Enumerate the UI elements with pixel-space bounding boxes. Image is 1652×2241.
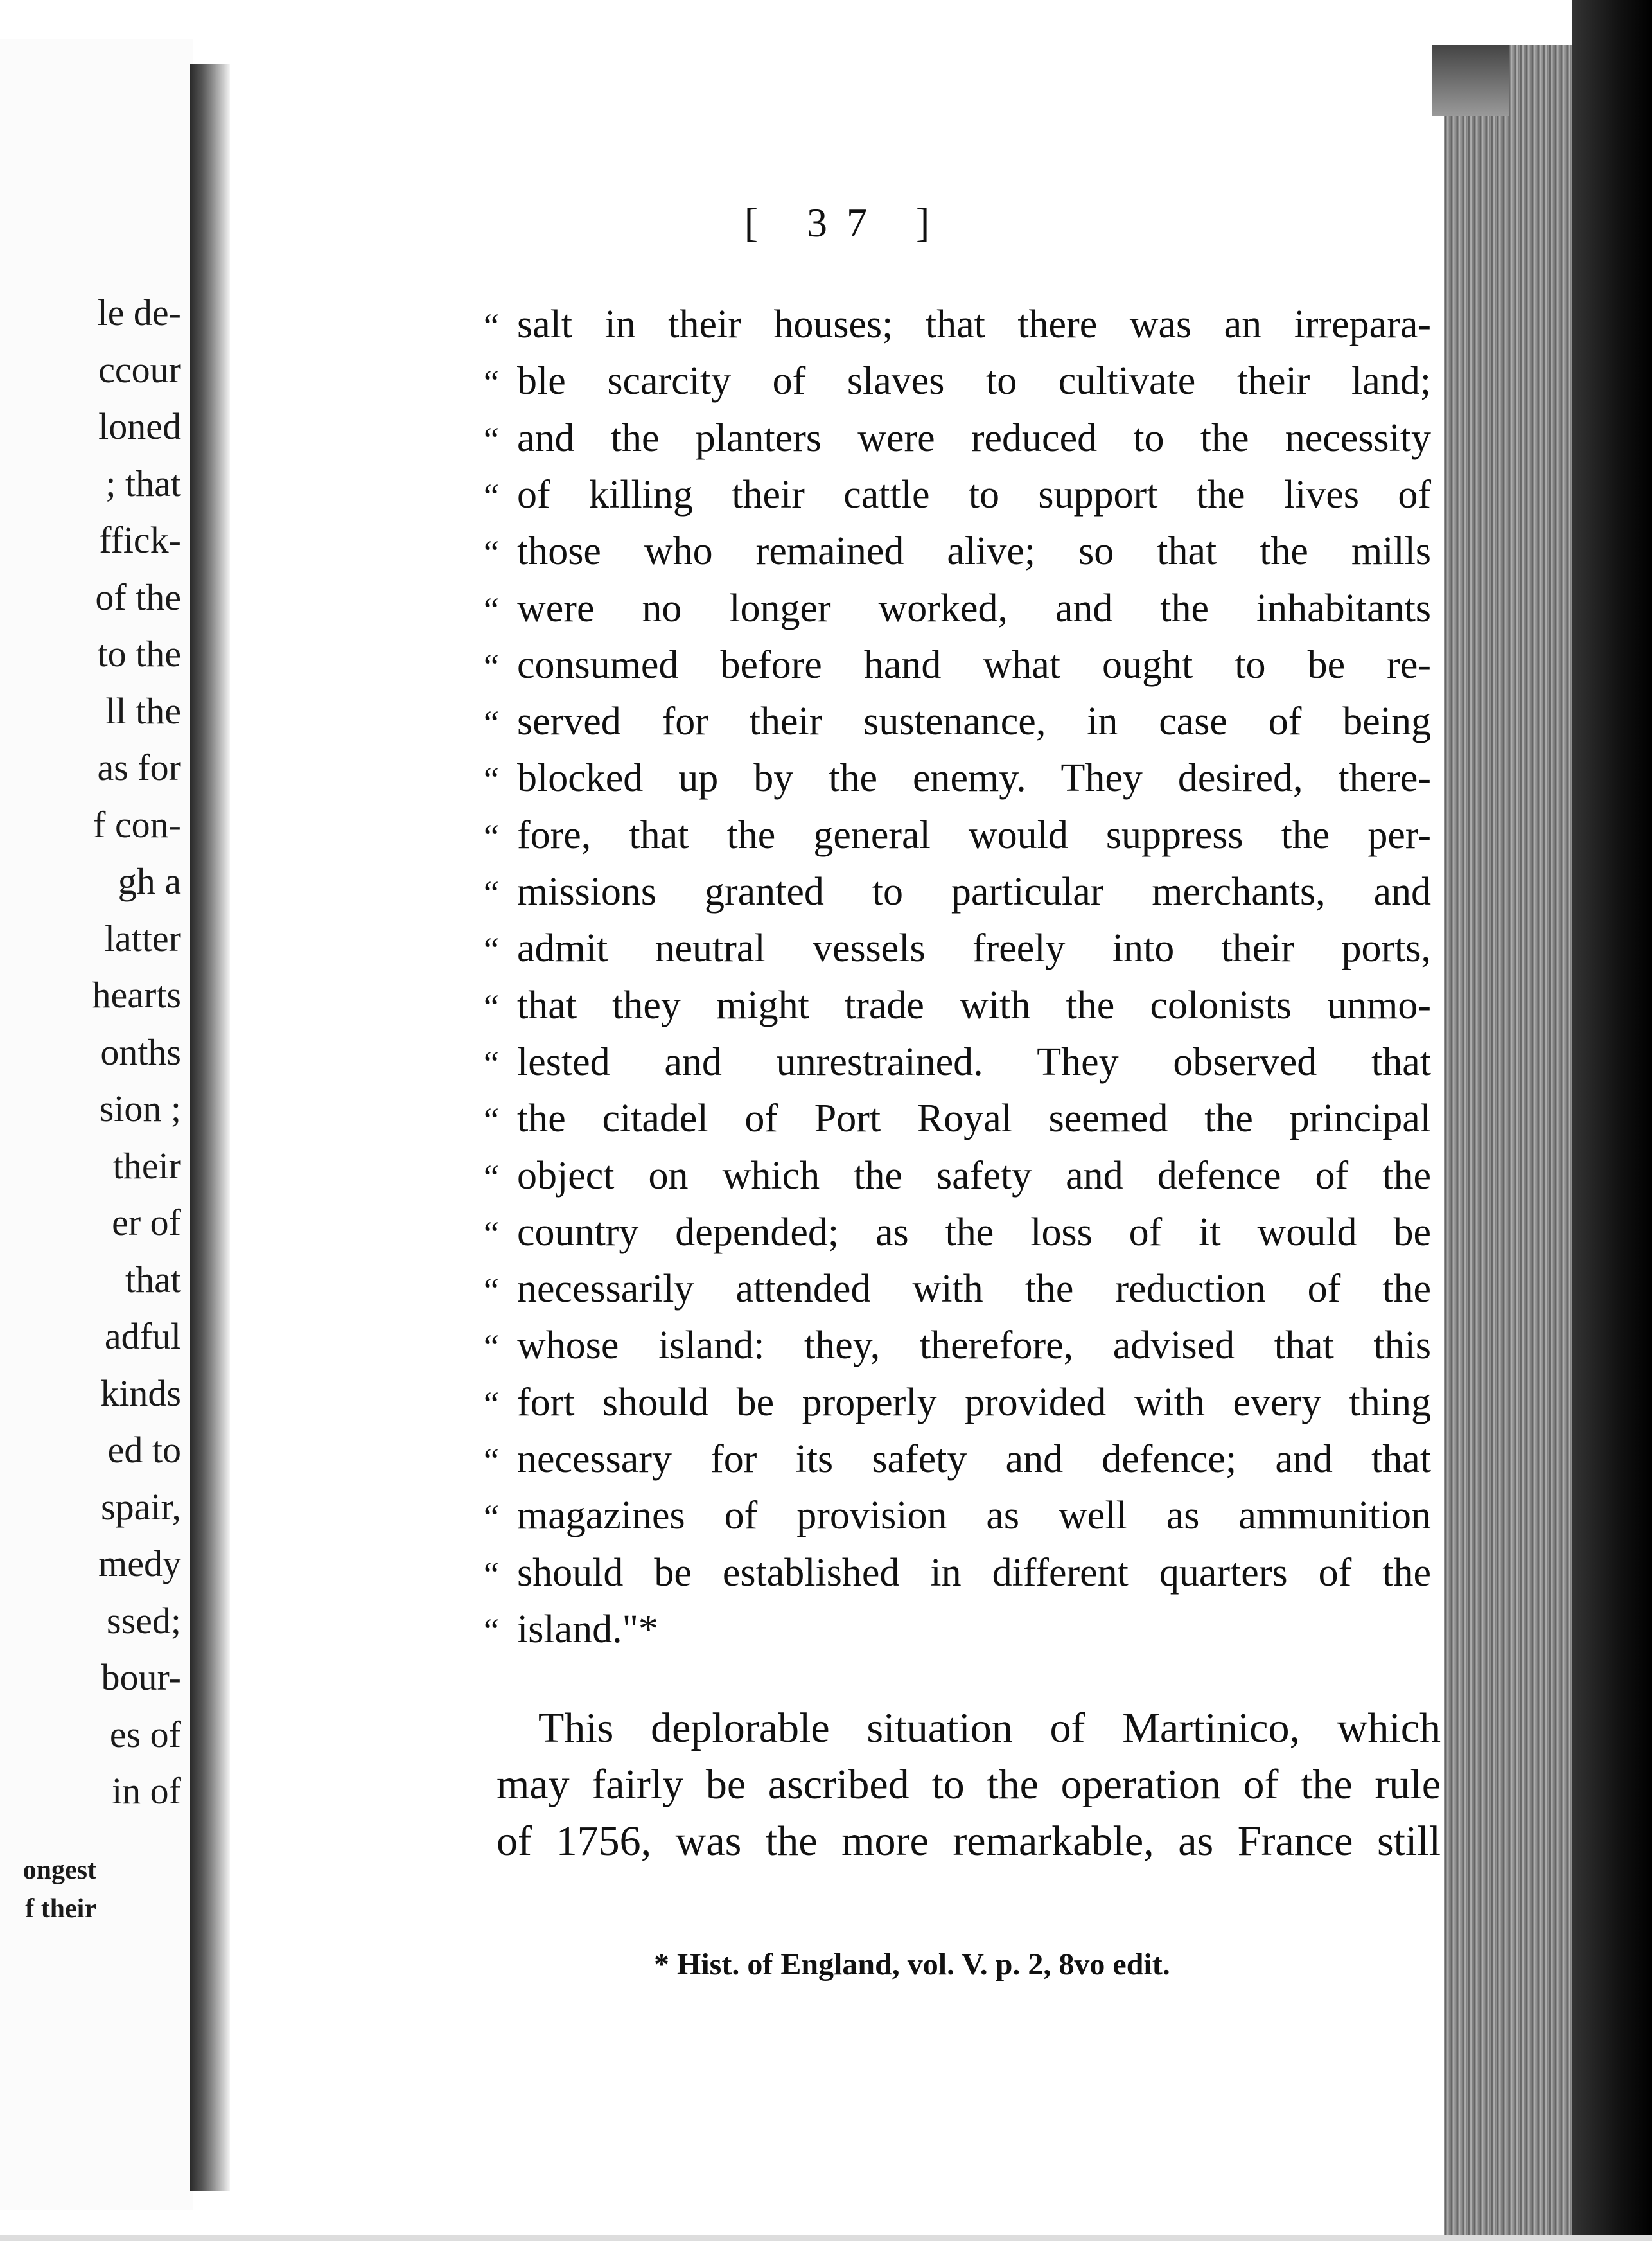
quoted-text-line <box>484 1093 1431 1144</box>
quote-mark: “ <box>484 1271 499 1310</box>
left-page-line: latter <box>104 917 181 959</box>
quoted-text-line <box>484 1036 1431 1088</box>
left-page-line: er of <box>112 1201 181 1243</box>
quote-mark: “ <box>484 704 499 743</box>
quoted-text-line <box>484 1490 1431 1541</box>
quoted-text-line <box>484 355 1431 407</box>
quote-mark: “ <box>484 1214 499 1253</box>
quoted-text-line <box>484 810 1431 861</box>
quote-mark: “ <box>484 1043 499 1083</box>
left-facing-page <box>0 39 193 2210</box>
line-text: and the planters were reduced to the necessity <box>517 416 1431 460</box>
footnote: * Hist. of England, vol. V. p. 2, 8vo edit. <box>654 1947 1170 1981</box>
line-text: admit neutral vessels freely into their ports, <box>517 926 1431 971</box>
book-page <box>230 45 1444 2236</box>
paragraph-line: of 1756, was the more remarkable, as France still <box>496 1818 1441 1865</box>
page-body <box>230 45 1444 2236</box>
left-page-line: kinds <box>100 1372 181 1414</box>
left-page-line: ll the <box>105 689 181 732</box>
line-text: consumed before hand what ought to be re- <box>517 642 1431 687</box>
quoted-text-line <box>484 923 1431 974</box>
quoted-text-line <box>484 1377 1431 1428</box>
page-header: [ 37 ] <box>744 200 949 245</box>
left-page-line: hearts <box>92 974 181 1016</box>
quote-mark: “ <box>484 1611 499 1650</box>
left-page-line: es of <box>109 1713 181 1755</box>
line-text: blocked up by the enemy. They desired, there- <box>517 756 1431 801</box>
left-page-line: to the <box>97 633 181 675</box>
quoted-text-line <box>484 639 1431 691</box>
page-edge-corner <box>1432 45 1509 116</box>
quoted-text-line <box>484 696 1431 747</box>
quote-mark: “ <box>484 1554 499 1593</box>
quoted-text-line <box>484 866 1431 917</box>
line-text: necessarily attended with the reduction of the <box>517 1267 1431 1311</box>
quote-mark: “ <box>484 1101 499 1140</box>
left-page-line: spair, <box>101 1485 181 1528</box>
left-page-line: in of <box>112 1770 181 1812</box>
left-page-line: ssed; <box>107 1599 181 1642</box>
left-page-footnote-line: ongest <box>22 1856 96 1885</box>
paragraph-line: may fairly be ascribed to the operation of the rule <box>496 1761 1441 1808</box>
line-text: ble scarcity of slaves to cultivate their land; <box>517 359 1431 403</box>
left-page-line: ; that <box>105 462 181 504</box>
quoted-text-line <box>484 583 1431 634</box>
quoted-text-line <box>484 299 1431 350</box>
line-text: fort should be properly provided with every thing <box>517 1380 1431 1424</box>
quote-mark: “ <box>484 1327 499 1367</box>
left-page-line: ed to <box>107 1429 181 1471</box>
line-text: salt in their houses; that there was an irrepara- <box>517 303 1431 346</box>
line-text: those who remained alive; so that the mills <box>517 529 1431 574</box>
left-page-line: that <box>125 1258 181 1300</box>
quoted-text-line <box>484 1604 1431 1655</box>
quoted-text-line <box>484 1547 1431 1599</box>
left-page-line: loned <box>98 405 181 447</box>
quote-mark: “ <box>484 817 499 856</box>
left-page-line: ffick- <box>99 519 181 561</box>
quote-mark: “ <box>484 363 499 402</box>
line-text: island."* <box>517 1607 658 1651</box>
quote-mark: “ <box>484 1441 499 1480</box>
line-text: missions granted to particular merchants, and <box>517 870 1431 914</box>
quote-mark: “ <box>484 646 499 686</box>
left-page-line: bour- <box>101 1656 181 1698</box>
quoted-text-line <box>484 1150 1431 1201</box>
line-text: served for their sustenance, in case of being <box>517 700 1431 744</box>
quote-mark: “ <box>484 930 499 970</box>
scan-bottom-strip <box>0 2235 1652 2241</box>
quoted-text-line <box>484 526 1431 577</box>
book-cover-edge <box>1572 0 1652 2241</box>
quoted-text-line <box>484 1263 1431 1315</box>
line-text: magazines of provision as well as ammunition <box>517 1494 1431 1538</box>
left-page-line: as for <box>97 747 181 788</box>
quote-mark: “ <box>484 420 499 459</box>
quoted-text-line <box>484 752 1431 804</box>
left-page-line: ccour <box>98 348 181 391</box>
left-page-footnote-line: f their <box>25 1894 96 1924</box>
quote-mark: “ <box>484 590 499 629</box>
line-text: fore, that the general would suppress the per- <box>517 813 1431 857</box>
quoted-text-line <box>484 469 1431 520</box>
left-page-line: onths <box>100 1031 181 1073</box>
quote-mark: “ <box>484 1498 499 1537</box>
left-page-line: of the <box>95 576 181 618</box>
quote-mark: “ <box>484 1384 499 1423</box>
line-text: lested and unrestrained. They observed that <box>517 1040 1431 1084</box>
quote-mark: “ <box>484 1157 499 1196</box>
quote-mark: “ <box>484 306 499 345</box>
left-page-line: medy <box>98 1543 181 1584</box>
book-gutter <box>190 64 230 2191</box>
quote-mark: “ <box>484 760 499 799</box>
quote-mark: “ <box>484 533 499 572</box>
line-text: of killing their cattle to support the lives of <box>517 472 1431 517</box>
quoted-text-line <box>484 1320 1431 1371</box>
quote-mark: “ <box>484 874 499 912</box>
left-page-line: le de- <box>97 292 181 333</box>
line-text: object on which the safety and defence of the <box>517 1153 1431 1198</box>
quoted-text-line <box>484 980 1431 1031</box>
left-page-line: adful <box>104 1315 181 1357</box>
line-text: necessary for its safety and defence; and that <box>517 1437 1431 1481</box>
quoted-text-line <box>484 1207 1431 1258</box>
left-page-line: their <box>112 1144 181 1187</box>
quoted-text-line <box>484 412 1431 464</box>
quote-mark: “ <box>484 987 499 1026</box>
line-text: were no longer worked, and the inhabitants <box>517 586 1431 630</box>
left-page-line: f con- <box>93 803 181 846</box>
line-text: country depended; as the loss of it would be <box>517 1210 1431 1254</box>
paragraph-line: This deplorable situation of Martinico, which <box>538 1705 1441 1751</box>
line-text: that they might trade with the colonists unmo- <box>517 983 1431 1027</box>
quoted-text-line <box>484 1433 1431 1485</box>
line-text: whose island: they, therefore, advised that this <box>517 1324 1431 1368</box>
left-page-line: gh a <box>118 860 181 902</box>
line-text: should be established in different quarters of the <box>517 1550 1431 1595</box>
quote-mark: “ <box>484 476 499 515</box>
line-text: the citadel of Port Royal seemed the principal <box>517 1097 1431 1141</box>
left-page-line: sion ; <box>99 1088 181 1129</box>
